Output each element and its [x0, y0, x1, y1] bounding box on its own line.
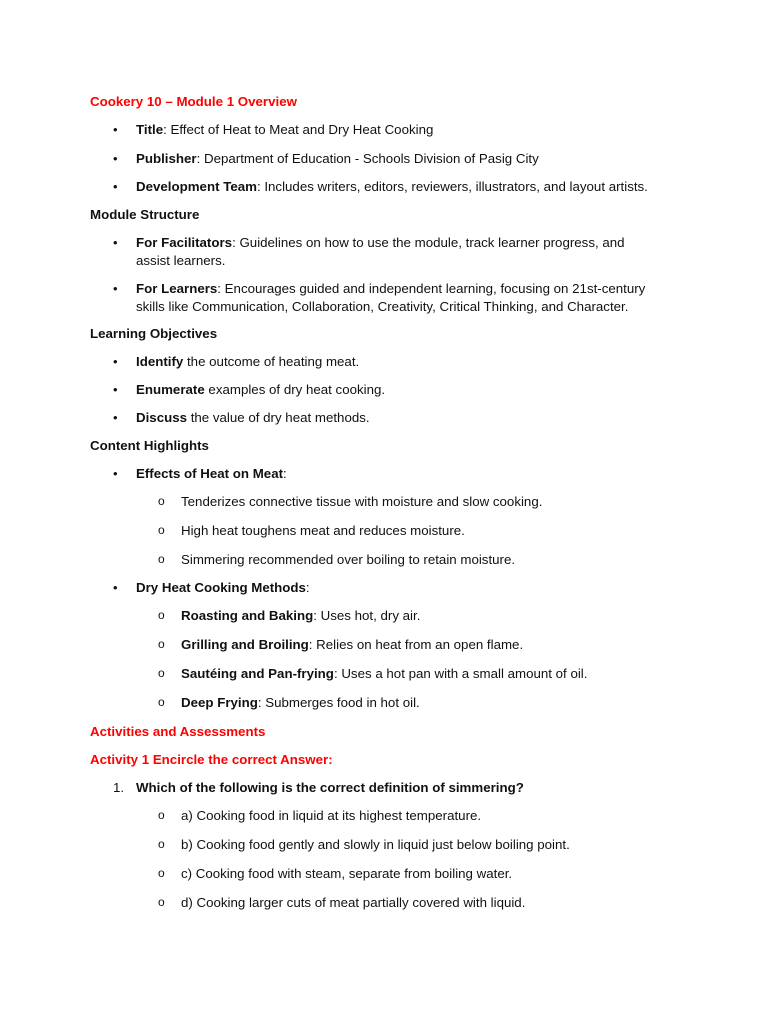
sub-item-label: Sautéing and Pan-frying: [181, 666, 334, 681]
sub-item-text: High heat toughens meat and reduces moisture.: [181, 523, 465, 538]
item-text: :: [283, 466, 287, 481]
bullet-icon: •: [113, 410, 118, 425]
bullet-icon: •: [113, 580, 118, 595]
item-label: Publisher: [136, 151, 197, 166]
item-label: Identify: [136, 354, 184, 369]
document-title: Cookery 10 – Module 1 Overview: [90, 94, 297, 109]
sub-bullet-icon: o: [158, 866, 165, 880]
sub-item-text: : Relies on heat from an open flame.: [308, 637, 524, 652]
item-label: Development Team: [136, 179, 257, 194]
item-text: : Includes writers, editors, reviewers, illustrators, and layout artists.: [256, 179, 648, 194]
bullet-icon: •: [113, 281, 118, 296]
sub-item-text: : Uses a hot pan with a small amount of oil.: [333, 666, 588, 681]
question-text: Which of the following is the correct definition of simmering?: [136, 780, 524, 795]
sub-bullet-icon: o: [158, 895, 165, 909]
item-label: Title: [136, 122, 164, 137]
sub-bullet-icon: o: [158, 837, 165, 851]
sub-bullet-icon: o: [158, 637, 165, 651]
sub-bullet-icon: o: [158, 523, 165, 537]
item-label: For Facilitators: [136, 235, 233, 250]
activity-1-heading: Activity 1 Encircle the correct Answer:: [90, 752, 333, 767]
bullet-icon: •: [113, 122, 118, 137]
item-label: Effects of Heat on Meat: [136, 466, 284, 481]
sub-item-text: : Submerges food in hot oil.: [257, 695, 420, 710]
bullet-icon: •: [113, 235, 118, 250]
bullet-icon: •: [113, 382, 118, 397]
item-text: the value of dry heat methods.: [187, 410, 370, 425]
section-heading-activities: Activities and Assessments: [90, 724, 266, 739]
sub-item-text: : Uses hot, dry air.: [313, 608, 421, 623]
item-text: : Encourages guided and independent learning, focusing on 21st-century skills like Communication, Collaboration, Creativity, Critical Thinking, and Character.: [136, 281, 646, 314]
section-heading-content: Content Highlights: [90, 438, 209, 453]
item-label: Dry Heat Cooking Methods: [136, 580, 306, 595]
sub-bullet-icon: o: [158, 552, 165, 566]
sub-item-text: Tenderizes connective tissue with moisture and slow cooking.: [181, 494, 543, 509]
bullet-icon: •: [113, 151, 118, 166]
section-heading-objectives: Learning Objectives: [90, 326, 218, 341]
option-text: c) Cooking food with steam, separate from boiling water.: [181, 866, 513, 881]
option-text: d) Cooking larger cuts of meat partially covered with liquid.: [181, 895, 526, 910]
sub-item-text: Simmering recommended over boiling to retain moisture.: [181, 552, 516, 567]
item-label: Discuss: [136, 410, 187, 425]
sub-bullet-icon: o: [158, 666, 165, 680]
bullet-icon: •: [113, 354, 118, 369]
sub-item-label: Roasting and Baking: [181, 608, 314, 623]
item-text: :: [305, 580, 310, 595]
option-text: a) Cooking food in liquid at its highest temperature.: [181, 808, 482, 823]
sub-bullet-icon: o: [158, 494, 165, 508]
sub-bullet-icon: o: [158, 808, 165, 822]
item-text: : Effect of Heat to Meat and Dry Heat Cooking: [163, 122, 434, 137]
sub-bullet-icon: o: [158, 695, 165, 709]
item-text: examples of dry heat cooking.: [204, 382, 386, 397]
item-text: : Guidelines on how to use the module, track learner progress, and assist learners.: [136, 235, 625, 268]
item-text: : Department of Education - Schools Division of Pasig City: [196, 151, 539, 166]
question-number: 1.: [113, 780, 125, 795]
bullet-icon: •: [113, 466, 118, 481]
sub-item-label: Deep Frying: [181, 695, 258, 710]
option-text: b) Cooking food gently and slowly in liquid just below boiling point.: [181, 837, 570, 852]
sub-item-label: Grilling and Broiling: [181, 637, 309, 652]
item-label: For Learners: [136, 281, 218, 296]
section-heading-module-structure: Module Structure: [90, 207, 200, 222]
item-label: Enumerate: [136, 382, 205, 397]
item-text: the outcome of heating meat.: [183, 354, 360, 369]
bullet-icon: •: [113, 179, 118, 194]
sub-bullet-icon: o: [158, 608, 165, 622]
